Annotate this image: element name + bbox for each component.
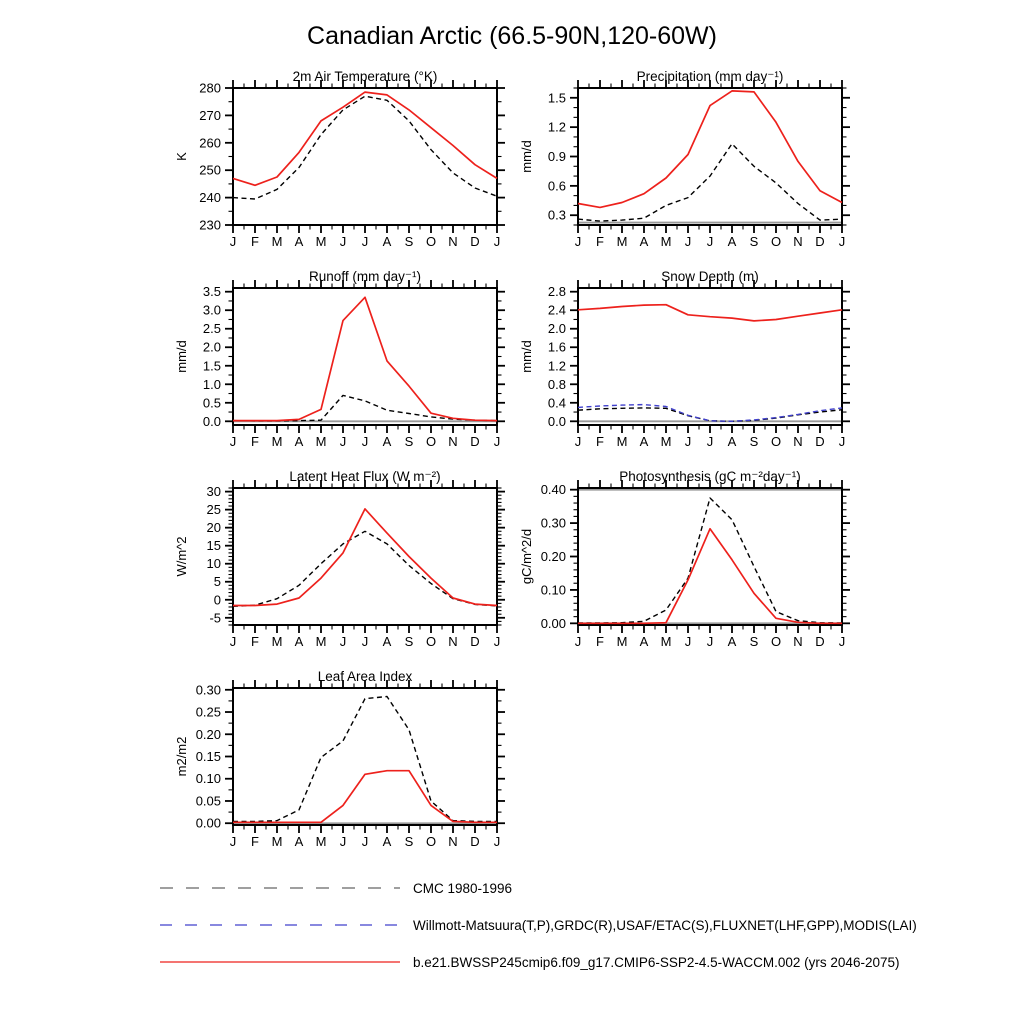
x-tick-label: M: [271, 434, 283, 449]
x-tick-label: J: [493, 834, 501, 849]
x-tick-label: J: [574, 234, 582, 249]
y-tick-label: -5: [209, 610, 221, 626]
y-tick-label: 0.0: [202, 413, 221, 429]
y-tick-label: 0.30: [195, 682, 221, 698]
x-tick-label: F: [251, 634, 259, 649]
x-tick-label: N: [448, 234, 458, 249]
y-tick-label: 0.10: [195, 771, 221, 787]
legend-item-label: b.e21.BWSSP245cmip6.f09_g17.CMIP6-SSP2-4.5-WACCM.002 (yrs 2046-2075): [413, 954, 900, 970]
plot-frame: [233, 688, 497, 825]
x-tick-label: F: [251, 434, 259, 449]
y-axis-ticks: [203, 284, 505, 429]
plot-frame: [233, 288, 497, 425]
x-tick-label: J: [574, 634, 582, 649]
y-tick-label: 1.0: [202, 376, 221, 392]
x-tick-label: J: [339, 834, 347, 849]
legend-item-label: Willmott-Matsuura(T,P),GRDC(R),USAF/ETAC(S),FLUXNET(LHF,GPP),MODIS(LAI): [413, 917, 917, 933]
x-tick-label: J: [574, 434, 582, 449]
y-axis-label: K: [174, 152, 189, 161]
x-tick-label: M: [315, 634, 327, 649]
y-axis-label: mm/d: [519, 340, 534, 373]
x-tick-label: A: [382, 434, 392, 449]
series-0: [233, 395, 497, 421]
y-axis-label: gC/m^2/d: [519, 528, 534, 585]
x-tick-label: J: [229, 234, 237, 249]
x-tick-label: N: [793, 434, 803, 449]
y-tick-label: 260: [199, 135, 221, 151]
x-tick-label: J: [493, 634, 501, 649]
y-tick-label: 0.30: [540, 515, 566, 531]
panel-title: Runoff (mm day⁻¹): [309, 269, 421, 284]
panel-title: Leaf Area Index: [317, 669, 413, 684]
x-tick-label: A: [639, 434, 649, 449]
x-tick-label: S: [749, 634, 759, 649]
x-tick-label: J: [684, 234, 692, 249]
plot-frame: [233, 88, 497, 225]
y-tick-label: 240: [199, 190, 221, 206]
x-tick-label: J: [838, 434, 846, 449]
x-tick-label: A: [382, 634, 392, 649]
x-tick-label: O: [425, 634, 437, 649]
x-tick-label: M: [271, 234, 283, 249]
y-axis-ticks: [541, 482, 850, 631]
series-0: [578, 408, 842, 421]
x-tick-label: S: [404, 834, 414, 849]
legend-item-label: CMC 1980-1996: [413, 880, 513, 896]
x-tick-label: F: [596, 434, 604, 449]
y-tick-label: 0.10: [540, 582, 566, 598]
y-tick-label: 0.05: [195, 793, 221, 809]
y-tick-label: 0.15: [195, 749, 221, 764]
x-tick-label: A: [727, 634, 737, 649]
x-tick-label: N: [448, 834, 458, 849]
y-tick-label: 250: [199, 162, 221, 178]
y-axis-ticks: [548, 284, 850, 429]
x-tick-label: D: [470, 234, 480, 249]
x-tick-label: A: [727, 434, 737, 449]
x-tick-label: J: [361, 834, 369, 849]
panel-title: Latent Heat Flux (W m⁻²): [289, 469, 441, 484]
y-tick-label: 270: [199, 107, 221, 123]
x-tick-label: O: [770, 634, 782, 649]
x-tick-label: S: [749, 234, 759, 249]
x-tick-label: J: [229, 434, 237, 449]
y-tick-label: 2.8: [547, 284, 566, 300]
y-tick-label: 1.2: [547, 358, 566, 374]
x-tick-label: F: [596, 234, 604, 249]
y-tick-label: 1.5: [202, 358, 221, 374]
chart-photosynthesis: [505, 468, 875, 672]
x-axis-ticks: [230, 480, 501, 649]
x-tick-label: M: [616, 634, 628, 649]
x-tick-label: N: [793, 234, 803, 249]
y-axis-ticks: [207, 484, 505, 625]
legend-item: [160, 955, 899, 969]
y-tick-label: 0.0: [547, 413, 566, 429]
chart-precipitation: [505, 68, 875, 272]
series-0: [233, 531, 497, 606]
series-1: [233, 509, 497, 606]
x-tick-label: S: [404, 434, 414, 449]
y-axis-ticks: [548, 88, 850, 225]
series-1: [578, 529, 842, 624]
x-tick-label: J: [361, 234, 369, 249]
x-tick-label: J: [838, 234, 846, 249]
x-tick-label: J: [493, 234, 501, 249]
y-tick-label: 1.5: [547, 90, 566, 106]
x-tick-label: M: [315, 234, 327, 249]
y-tick-label: 30: [206, 484, 221, 500]
x-tick-label: J: [706, 434, 714, 449]
series-1: [233, 771, 497, 823]
y-tick-label: 0.25: [195, 704, 221, 720]
series-0: [233, 96, 497, 199]
x-tick-label: F: [251, 234, 259, 249]
series-1: [233, 297, 497, 420]
y-tick-label: 2.5: [202, 321, 221, 337]
x-tick-label: O: [770, 234, 782, 249]
x-tick-label: J: [339, 434, 347, 449]
x-tick-label: O: [770, 434, 782, 449]
x-tick-label: D: [815, 234, 825, 249]
x-tick-label: J: [229, 834, 237, 849]
series-1: [578, 405, 842, 422]
plot-frame: [578, 288, 842, 425]
x-tick-label: J: [684, 634, 692, 649]
y-tick-label: 2.0: [547, 321, 566, 337]
x-tick-label: A: [294, 634, 304, 649]
y-tick-label: 0.8: [547, 376, 566, 392]
series-1: [233, 92, 497, 185]
series-1: [578, 91, 842, 207]
panel-title: Snow Depth (m): [661, 269, 759, 284]
y-tick-label: 25: [206, 502, 221, 518]
y-tick-label: 1.2: [547, 119, 566, 135]
x-tick-label: M: [271, 834, 283, 849]
x-tick-label: O: [425, 834, 437, 849]
x-tick-label: D: [470, 834, 480, 849]
x-tick-label: J: [229, 634, 237, 649]
series-0: [578, 144, 842, 221]
x-tick-label: M: [315, 834, 327, 849]
y-tick-label: 0.6: [547, 178, 566, 194]
x-tick-label: J: [339, 634, 347, 649]
chart-latent-heat-flux: [160, 468, 530, 672]
y-tick-label: 0.20: [540, 549, 566, 564]
x-tick-label: A: [294, 434, 304, 449]
y-axis-ticks: [196, 682, 505, 830]
x-tick-label: M: [660, 634, 672, 649]
x-tick-label: J: [706, 234, 714, 249]
y-tick-label: 20: [206, 520, 221, 536]
x-tick-label: O: [425, 234, 437, 249]
x-tick-label: M: [616, 434, 628, 449]
x-tick-label: M: [271, 634, 283, 649]
x-tick-label: S: [749, 434, 759, 449]
legend-line-sample: [160, 918, 400, 932]
x-tick-label: A: [639, 234, 649, 249]
y-axis-label: m2/m2: [174, 736, 189, 777]
x-tick-label: D: [815, 434, 825, 449]
x-tick-label: J: [339, 234, 347, 249]
x-tick-label: D: [470, 434, 480, 449]
chart-snow-depth: [505, 268, 875, 472]
x-axis-ticks: [230, 280, 501, 449]
y-tick-label: 3.0: [202, 302, 221, 318]
legend-item: [160, 918, 917, 932]
y-tick-label: 2.4: [547, 302, 566, 318]
y-tick-label: 2.0: [202, 339, 221, 355]
x-tick-label: N: [448, 634, 458, 649]
x-tick-label: M: [315, 434, 327, 449]
y-axis-ticks: [199, 81, 505, 233]
x-tick-label: J: [361, 434, 369, 449]
plot-frame: [578, 488, 842, 625]
x-tick-label: F: [251, 834, 259, 849]
chart-leaf-area-index: [160, 668, 530, 872]
y-tick-label: 230: [199, 217, 221, 233]
chart-runoff: [160, 268, 530, 472]
y-axis-label: W/m^2: [174, 536, 189, 577]
y-tick-label: 5: [213, 574, 221, 590]
x-tick-label: J: [493, 434, 501, 449]
y-tick-label: 3.5: [202, 284, 221, 300]
y-axis-label: mm/d: [519, 140, 534, 173]
y-tick-label: 15: [206, 538, 221, 554]
y-tick-label: 0.9: [547, 149, 566, 164]
x-tick-label: S: [404, 234, 414, 249]
figure-title: Canadian Arctic (66.5-90N,120-60W): [307, 22, 717, 50]
legend-item: [160, 881, 512, 895]
x-tick-label: N: [793, 634, 803, 649]
x-tick-label: J: [706, 634, 714, 649]
y-tick-label: 0.40: [540, 482, 566, 498]
y-tick-label: 1.6: [547, 339, 566, 355]
x-tick-label: D: [470, 634, 480, 649]
x-tick-label: J: [361, 634, 369, 649]
y-axis-label: mm/d: [174, 340, 189, 373]
x-axis-ticks: [575, 280, 846, 449]
x-tick-label: A: [382, 834, 392, 849]
series-0: [233, 697, 497, 822]
y-tick-label: 0: [213, 592, 221, 608]
y-tick-label: 0.3: [547, 207, 566, 223]
y-tick-label: 0.20: [195, 726, 221, 742]
x-tick-label: F: [596, 634, 604, 649]
y-tick-label: 0.5: [202, 395, 221, 411]
panel-title: 2m Air Temperature (°K): [292, 69, 438, 84]
panel-title: Precipitation (mm day⁻¹): [636, 69, 784, 84]
plot-frame: [578, 88, 842, 225]
x-tick-label: N: [448, 434, 458, 449]
y-tick-label: 280: [199, 80, 221, 96]
x-tick-label: A: [294, 834, 304, 849]
x-tick-label: M: [616, 234, 628, 249]
x-tick-label: S: [404, 634, 414, 649]
y-tick-label: 0.4: [547, 395, 566, 411]
legend-line-sample: [160, 881, 400, 895]
y-tick-label: 10: [206, 556, 221, 572]
x-tick-label: J: [838, 634, 846, 649]
series-2: [578, 305, 842, 321]
x-tick-label: M: [660, 234, 672, 249]
x-tick-label: O: [425, 434, 437, 449]
x-axis-ticks: [230, 80, 501, 249]
y-tick-label: 0.00: [195, 815, 221, 831]
x-tick-label: D: [815, 634, 825, 649]
x-tick-label: M: [660, 434, 672, 449]
x-tick-label: J: [684, 434, 692, 449]
x-tick-label: A: [382, 234, 392, 249]
y-tick-label: 0.00: [540, 615, 566, 631]
x-tick-label: A: [727, 234, 737, 249]
panel-title: Photosynthesis (gC m⁻²day⁻¹): [619, 469, 801, 484]
chart-air-temperature: [160, 68, 530, 272]
x-tick-label: A: [294, 234, 304, 249]
x-tick-label: A: [639, 634, 649, 649]
legend-line-sample: [160, 955, 400, 969]
series-0: [578, 498, 842, 623]
